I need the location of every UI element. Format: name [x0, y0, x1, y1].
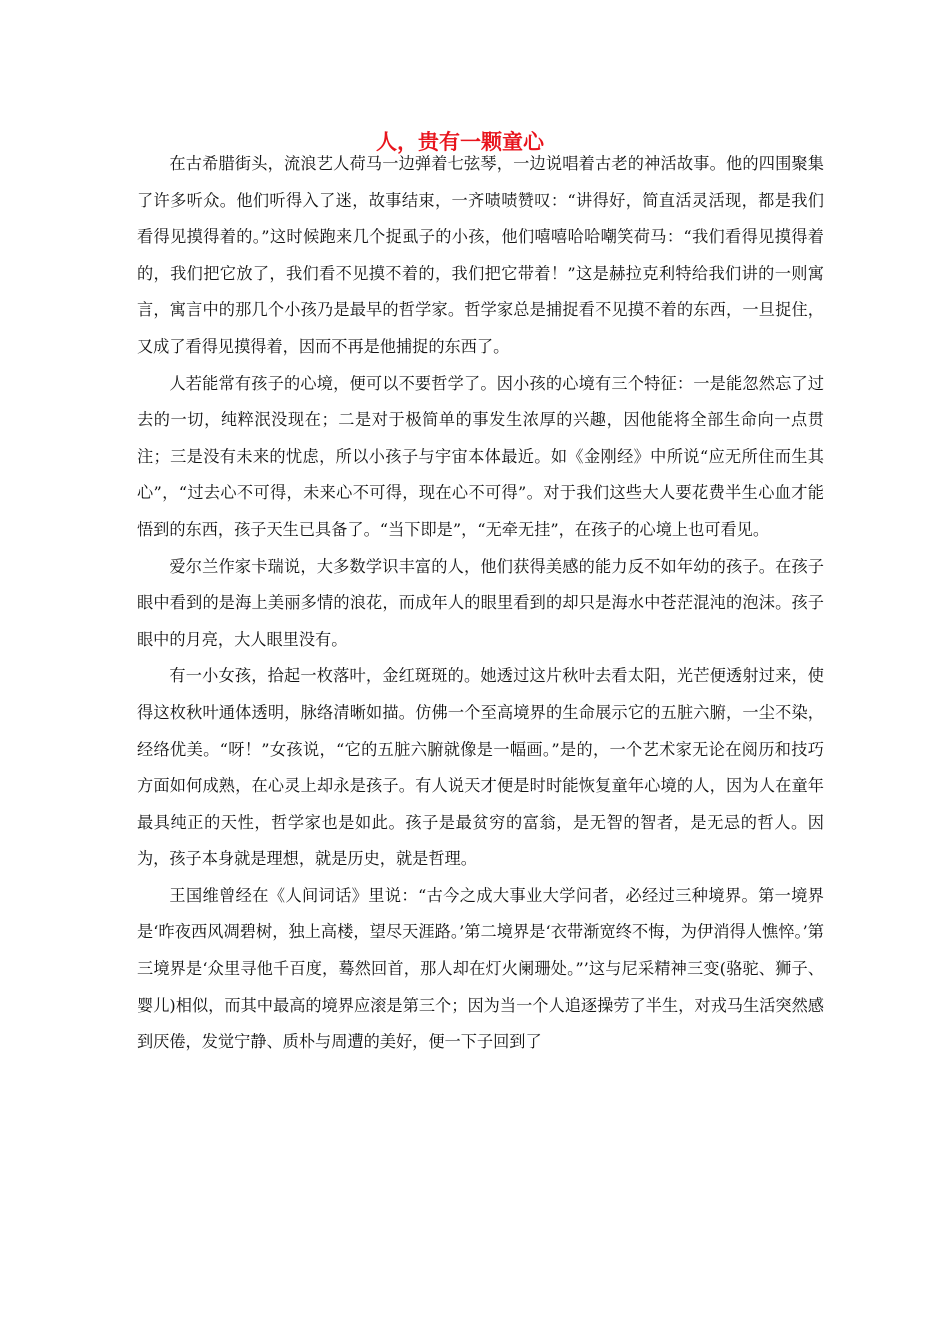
paragraph-2: 人若能常有孩子的心境，便可以不要哲学了。因小孩的心境有三个特征：一是能忽然忘了过去的一切，纯粹泯没现在；二是对于极简单的事发生浓厚的兴趣，因他能将全部生命向一点贯注；三是没有未来的忧虑，所以小孩子与宇宙本体最近。如《金刚经》中所说“应无所住而生其心”，“过去心不可得，未来心不可得，现在心不可得”。对于我们这些大人要花费半生心血才能悟到的东西，孩子天生已具备了。“当下即是”，“无牵无挂”，在孩子的心境上也可看见。: [137, 373, 824, 539]
paragraph-1: 在古希腊街头，流浪艺人荷马一边弹着七弦琴，一边说唱着古老的神活故事。他的四围聚集了许多听众。他们听得入了迷，故事结束，一齐啧啧赞叹：“讲得好，简直活灵活现，都是我们看得见摸得着的。”这时候跑来几个捉虱子的小孩，他们嘻嘻哈哈嘲笑荷马：“我们看得见摸得着的，我们把它放了，我们看不见摸不着的，我们把它带着！”这是赫拉克利特给我们讲的一则寓言，寓言中的那几个小孩乃是最早的哲学家。哲学家总是捕捉看不见摸不着的东西，一旦捉住，又成了看得见摸得着，因而不再是他捕捉的东西了。: [137, 154, 824, 356]
paragraph-3: 爱尔兰作家卡瑞说，大多数学识丰富的人，他们获得美感的能力反不如年幼的孩子。在孩子眼中看到的是海上美丽多情的浪花，而成年人的眼里看到的却只是海水中苍茫混沌的泡沫。孩子眼中的月亮，大人眼里没有。: [137, 556, 824, 649]
paragraph-5: 王国维曾经在《人间词话》里说：“古今之成大事业大学问者，必经过三种境界。第一境界是‘昨夜西风凋碧树，独上高楼，望尽天涯路。’第二境界是‘衣带渐宽终不悔，为伊消得人憔悴。’第三境界是‘众里寻他千百度，蓦然回首，那人却在灯火阑珊处。”’这与尼采精神三变(骆驼、狮子、婴儿)相似，而其中最高的境界应滚是第三个；因为当一个人追逐操劳了半生，对戎马生活突然感到厌倦，发觉宁静、质朴与周遭的美好，便一下子回到了: [137, 885, 824, 1052]
article-body: [137, 146, 824, 1061]
page-title: 人，贵有一颗童心: [376, 129, 544, 154]
paragraph-4: 有一小女孩，拾起一枚落叶，金红斑斑的。她透过这片秋叶去看太阳，光芒便透射过来，使得这枚秋叶通体透明，脉络清晰如描。仿佛一个至高境界的生命展示它的五脏六腑，一尘不染，经络优美。“呀！”女孩说，“它的五脏六腑就像是一幅画。”是的，一个艺术家无论在阅历和技巧方面如何成熟，在心灵上却永是孩子。有人说天才便是时时能恢复童年心境的人，因为人在童年最具纯正的天性，哲学家也是如此。孩子是最贫穷的富翁，是无智的智者，是无忌的哲人。因为，孩子本身就是理想，就是历史，就是哲理。: [137, 666, 824, 869]
